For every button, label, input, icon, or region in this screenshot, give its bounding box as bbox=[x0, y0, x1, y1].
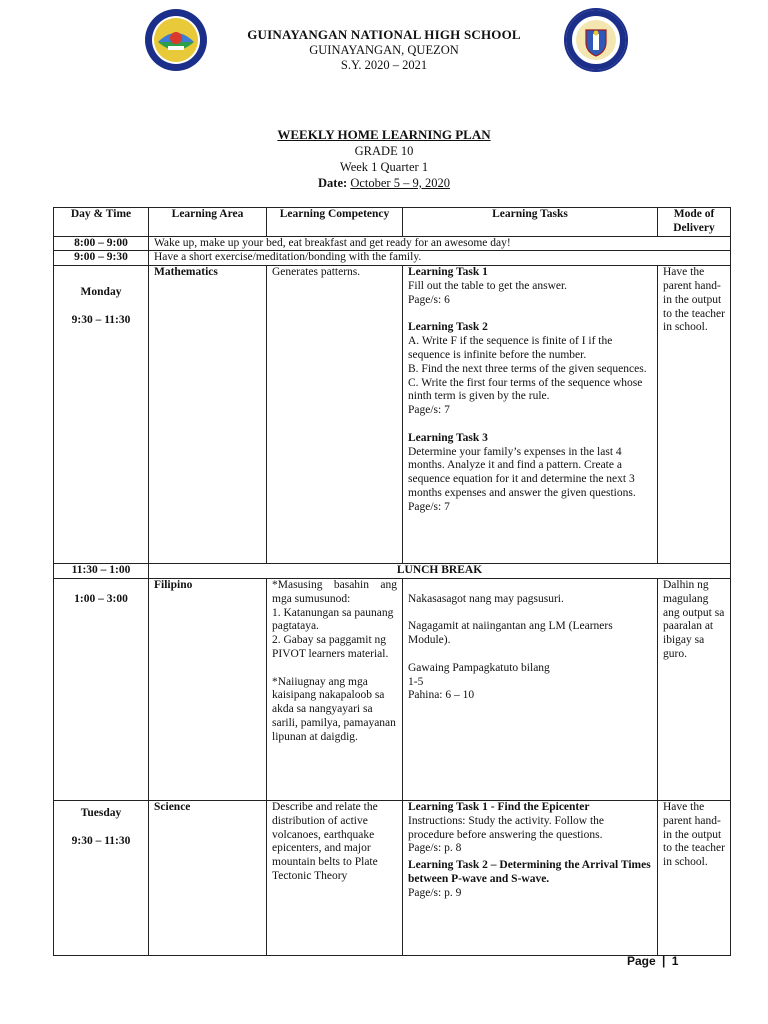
learning-area-cell: Mathematics bbox=[149, 266, 267, 564]
task-page: Page/s: 7 bbox=[408, 404, 450, 417]
task-text: Nakasasagot nang may pagsusuri. bbox=[408, 592, 564, 605]
task-text: Gawaing Pampagkatuto bilang bbox=[408, 661, 550, 674]
competency-cell bbox=[267, 578, 403, 800]
header-day-time: Day & Time bbox=[54, 208, 149, 237]
header-learning-area: Learning Area bbox=[149, 208, 267, 237]
row-activity: Wake up, make up your bed, eat breakfast and get ready for an awesome day! bbox=[149, 236, 731, 251]
school-location: GUINAYANGAN, QUEZON bbox=[309, 43, 459, 57]
delivery-cell: Dalhin ng magulang ang output sa paaralan at ibigay sa guro. bbox=[658, 578, 731, 800]
table-row-filipino bbox=[54, 578, 731, 800]
date-line bbox=[0, 175, 768, 191]
header-learning-tasks: Learning Tasks bbox=[403, 208, 658, 237]
task-page: Page/s: p. 8 bbox=[408, 842, 462, 855]
table-row-science bbox=[54, 800, 731, 955]
time-range: 9:30 – 11:30 bbox=[71, 313, 131, 326]
day-time-cell bbox=[54, 266, 149, 564]
row-time: 8:00 – 9:00 bbox=[54, 236, 149, 251]
tasks-cell bbox=[403, 578, 658, 800]
delivery-cell: Have the parent hand-in the output to the teacher in school. bbox=[658, 266, 731, 564]
page-footer bbox=[627, 954, 678, 968]
plan-title: WEEKLY HOME LEARNING PLAN bbox=[277, 127, 491, 142]
task-title: Learning Task 2 bbox=[408, 321, 488, 334]
task-title: Learning Task 3 bbox=[408, 431, 488, 444]
day-name: Tuesday bbox=[80, 806, 122, 819]
table-header-row bbox=[54, 208, 731, 237]
tasks-cell bbox=[403, 266, 658, 564]
competency-item: 1. Katanungan sa paunang pagtataya. bbox=[272, 606, 394, 633]
task-text: 1-5 bbox=[408, 675, 424, 688]
table-row bbox=[54, 236, 731, 251]
task-title: Learning Task 1 - Find the Epicenter bbox=[408, 800, 590, 813]
time-range: 1:00 – 3:00 bbox=[74, 592, 128, 605]
competency-cell: Generates patterns. bbox=[267, 266, 403, 564]
competency-item: 2. Gabay sa paggamit ng PIVOT learners material. bbox=[272, 634, 389, 660]
learning-plan-table bbox=[53, 207, 731, 956]
day-time-cell bbox=[54, 800, 149, 955]
task-text: A. Write F if the sequence is finite of I if the sequence is infinite before the number. bbox=[408, 335, 613, 361]
row-time: 11:30 – 1:00 bbox=[54, 564, 149, 579]
task-text: B. Find the next three terms of the given sequences. bbox=[408, 362, 647, 375]
task-page: Pahina: 6 – 10 bbox=[408, 689, 475, 702]
task-text: Determine your family’s expenses in the last 4 months. Analyze it and find a pattern. Create a sequence equation for it and determine the next 3 months expenses and answer the given questions. bbox=[408, 445, 636, 499]
delivery-cell: Have the parent hand-in the output to the teacher in school. bbox=[658, 800, 731, 955]
row-activity: Have a short exercise/meditation/bonding with the family. bbox=[149, 251, 731, 266]
page-separator: | bbox=[662, 954, 666, 968]
table-row-mathematics bbox=[54, 266, 731, 564]
tasks-cell bbox=[403, 800, 658, 955]
task-text: C. Write the first four terms of the sequence whose ninth term is given by the rule. bbox=[408, 376, 643, 403]
page-label: Page bbox=[627, 954, 656, 968]
school-year: S.Y. 2020 – 2021 bbox=[340, 58, 428, 72]
table-row bbox=[54, 251, 731, 266]
competency-text: *Naiiugnay ang mga kaisipang nakapaloob sa akda sa nangyayari sa sarili, pamilya, pamayanan lipunan at daigdig. bbox=[272, 675, 396, 743]
header-learning-competency: Learning Competency bbox=[267, 208, 403, 237]
row-time: 9:00 – 9:30 bbox=[54, 251, 149, 266]
task-title: Learning Task 1 bbox=[408, 266, 488, 279]
task-page: Page/s: 7 bbox=[408, 500, 450, 513]
plan-header bbox=[0, 126, 768, 191]
time-range: 9:30 – 11:30 bbox=[71, 834, 131, 847]
date-value: October 5 – 9, 2020 bbox=[350, 176, 450, 190]
week-quarter-label: Week 1 Quarter 1 bbox=[339, 160, 429, 174]
day-name: Monday bbox=[80, 286, 122, 299]
header-mode-of-delivery: Mode of Delivery bbox=[658, 208, 731, 237]
task-text: Fill out the table to get the answer. bbox=[408, 279, 568, 292]
school-header bbox=[0, 27, 768, 73]
table-row-lunch bbox=[54, 564, 731, 579]
task-text: Instructions: Study the activity. Follow the procedure before answering the questions. bbox=[408, 814, 605, 841]
learning-area-cell: Science bbox=[149, 800, 267, 955]
learning-area-cell: Filipino bbox=[149, 578, 267, 800]
task-page: Page/s: p. 9 bbox=[408, 886, 462, 899]
day-time-cell bbox=[54, 578, 149, 800]
competency-text: *Masusing basahin ang mga sumusunod: bbox=[272, 578, 397, 605]
task-title: Learning Task 2 – Determining the Arrival Times between P-wave and S-wave. bbox=[408, 859, 651, 885]
school-name: GUINAYANGAN NATIONAL HIGH SCHOOL bbox=[247, 27, 521, 42]
page-number: 1 bbox=[671, 954, 679, 968]
task-text: Nagagamit at naiingantan ang LM (Learners Module). bbox=[408, 620, 613, 647]
grade-label: GRADE 10 bbox=[354, 144, 414, 158]
task-page: Page/s: 6 bbox=[408, 293, 450, 306]
lunch-break-label: LUNCH BREAK bbox=[149, 564, 731, 579]
competency-cell: Describe and relate the distribution of active volcanoes, earthquake epicenters, and major mountain belts to Plate Tectonic Theory bbox=[267, 800, 403, 955]
date-label: Date: bbox=[318, 176, 348, 190]
